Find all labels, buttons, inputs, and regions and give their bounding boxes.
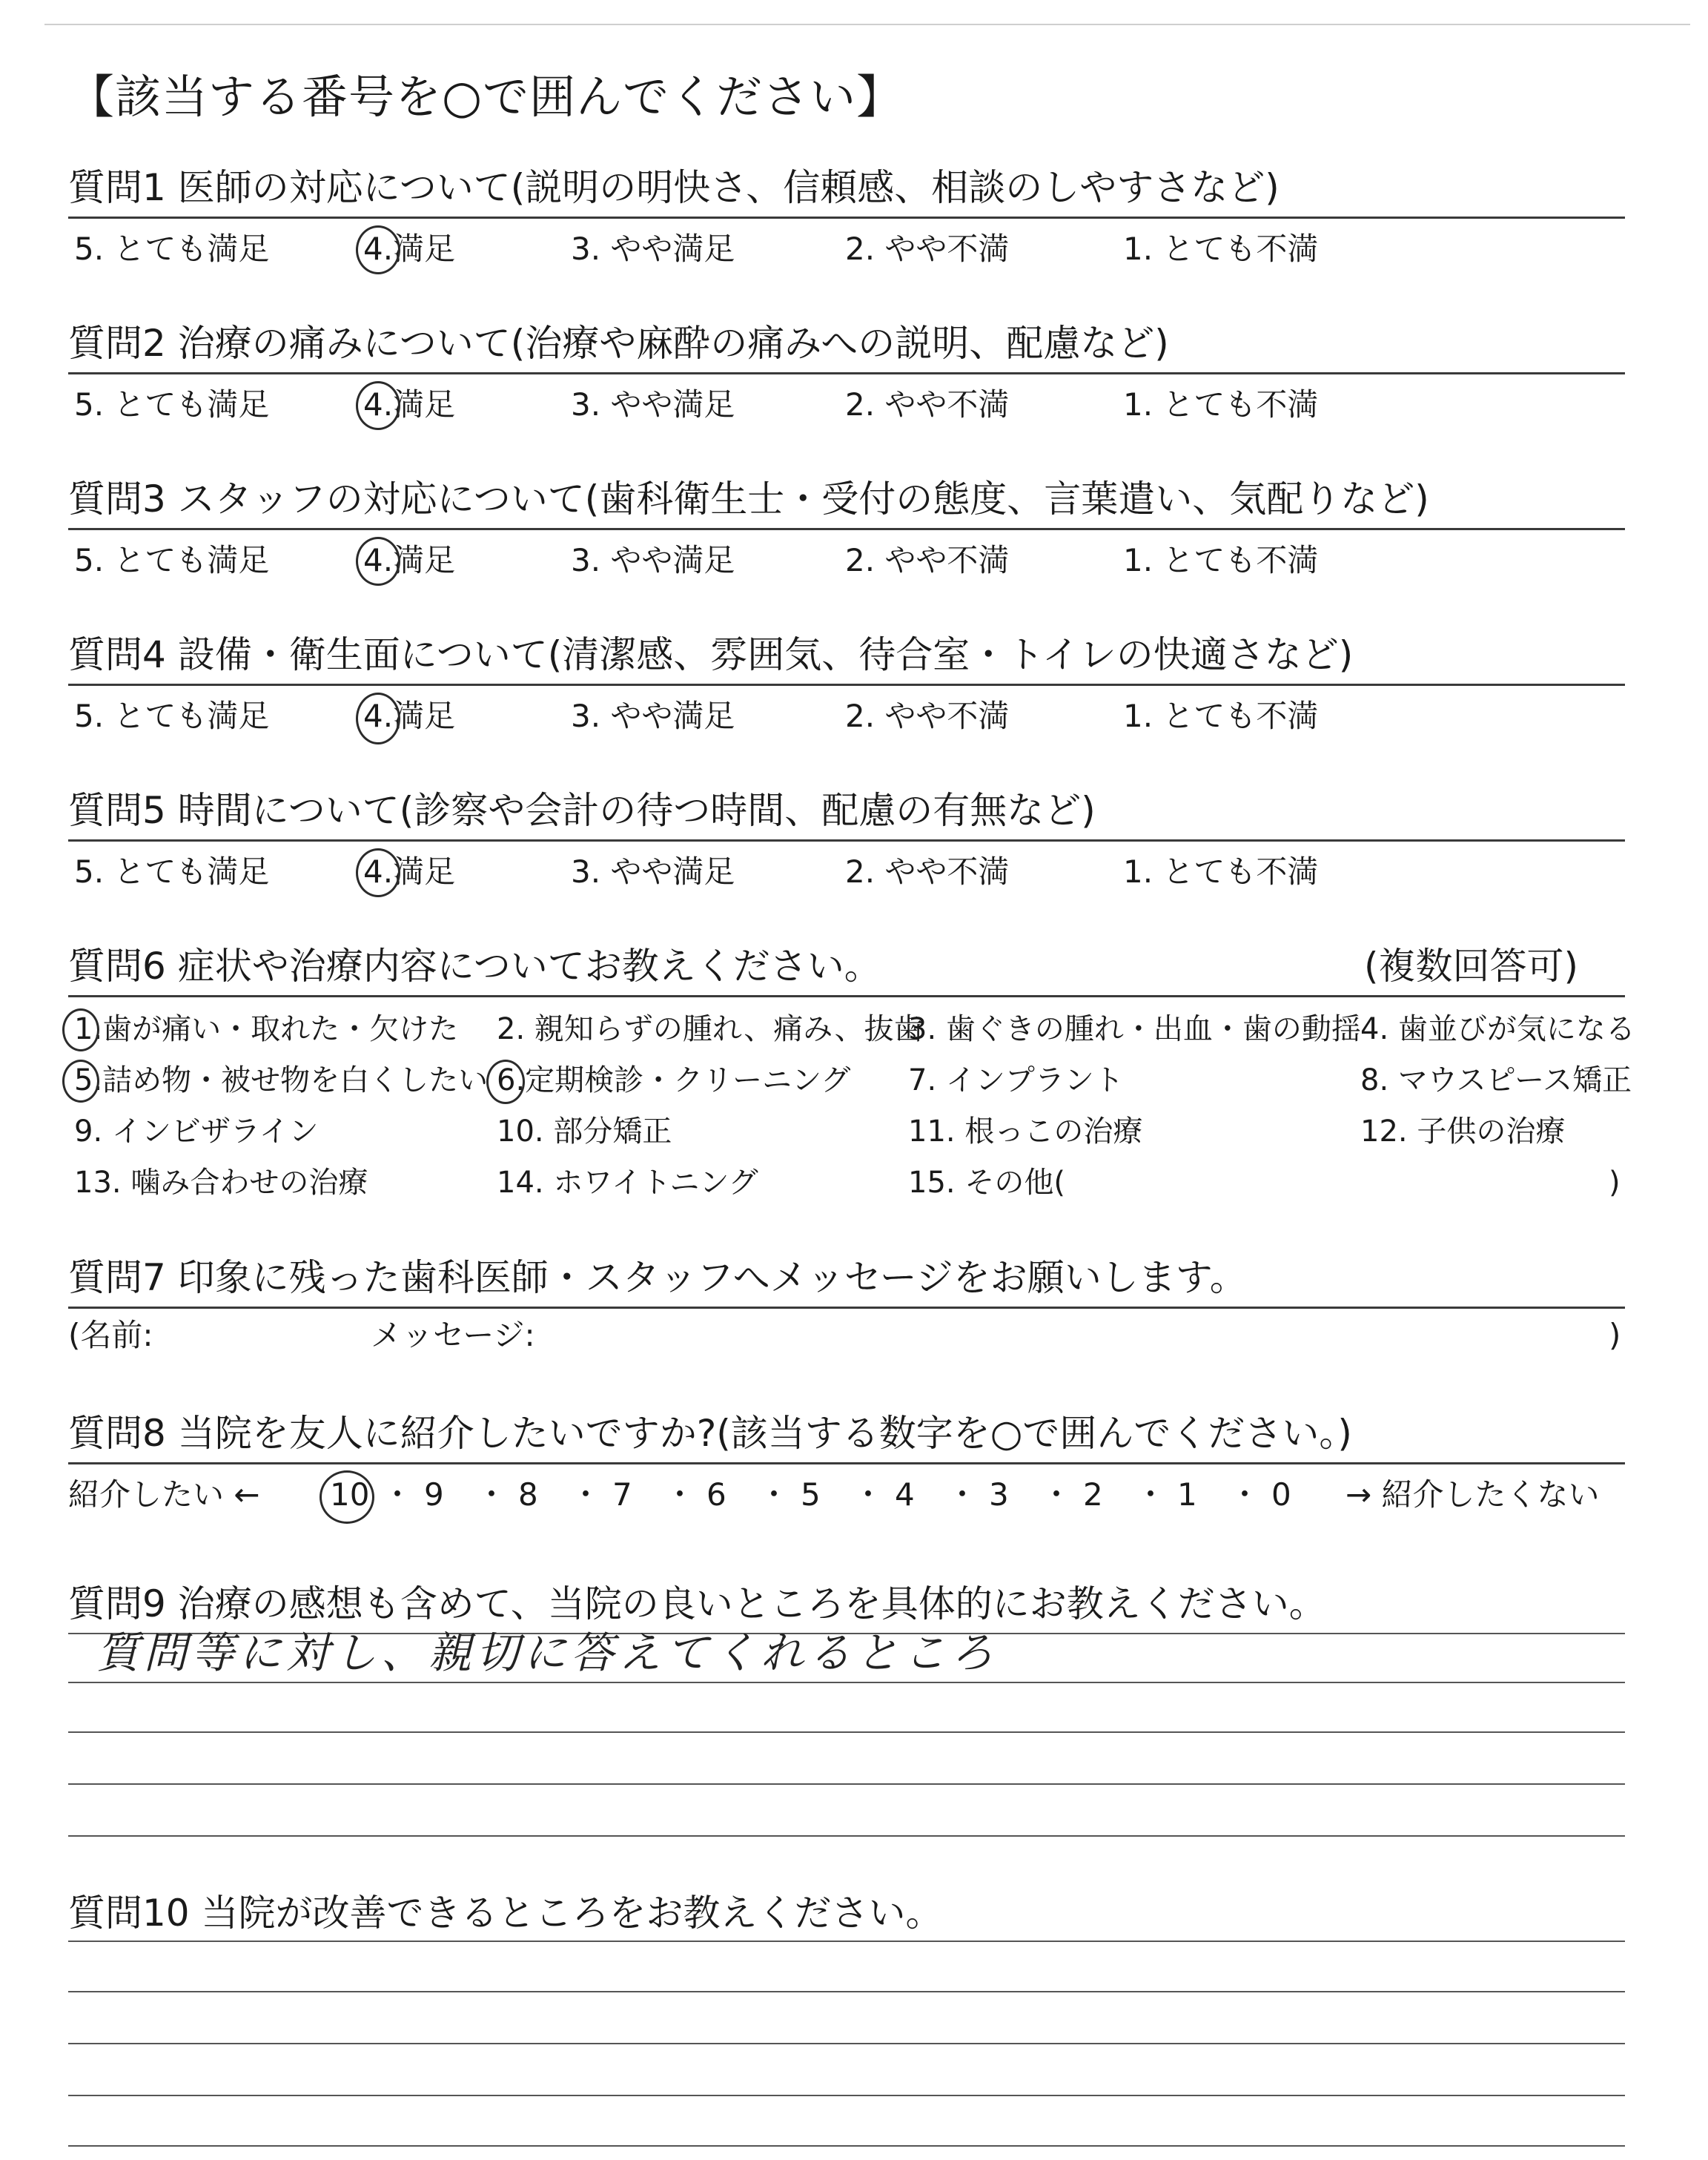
q7-close-paren: ) bbox=[1609, 1317, 1621, 1353]
q6-item-2[interactable]: 2. 親知らずの腫れ、痛み、抜歯 bbox=[497, 1012, 924, 1046]
q10-line-3 bbox=[68, 2043, 1625, 2044]
q4-selected-circle bbox=[356, 693, 400, 744]
q8-scale-3[interactable]: 3 bbox=[989, 1476, 1009, 1513]
q5-option-1[interactable]: 1. とても不満 bbox=[1123, 853, 1319, 890]
question-1-rule bbox=[68, 217, 1625, 219]
q8-scale-0[interactable]: 0 bbox=[1271, 1476, 1291, 1513]
q1-option-1[interactable]: 1. とても不満 bbox=[1123, 231, 1319, 267]
q2-option-2[interactable]: 2. やや不満 bbox=[845, 386, 1010, 423]
question-5-rule bbox=[68, 839, 1625, 842]
q5-selected-circle bbox=[356, 848, 400, 897]
q8-scale-separator: ・ bbox=[947, 1476, 979, 1513]
q5-option-3[interactable]: 3. やや満足 bbox=[571, 853, 735, 890]
q6-item-5-circle bbox=[62, 1060, 99, 1103]
question-7-label: 質問7 印象に残った歯科医師・スタッフへメッセージをお願いします。 bbox=[68, 1256, 1247, 1299]
question-2-rule bbox=[68, 372, 1625, 374]
q3-selected-circle bbox=[356, 537, 400, 586]
q4-option-3[interactable]: 3. やや満足 bbox=[571, 698, 735, 734]
q8-scale-1[interactable]: 1 bbox=[1177, 1476, 1197, 1513]
q5-option-2[interactable]: 2. やや不満 bbox=[845, 853, 1010, 890]
q8-scale-separator: ・ bbox=[1135, 1476, 1167, 1513]
q6-item-11[interactable]: 11. 根っこの治療 bbox=[908, 1114, 1143, 1149]
q10-line-5 bbox=[68, 2145, 1625, 2147]
q6-item-6[interactable]: 6.定期検診・クリーニング bbox=[497, 1063, 851, 1097]
q5-option-4[interactable]: 4.満足 bbox=[363, 853, 456, 890]
q8-scale-8[interactable]: 8 bbox=[518, 1476, 538, 1513]
q1-option-5[interactable]: 5. とても満足 bbox=[74, 231, 270, 267]
q1-option-2[interactable]: 2. やや不満 bbox=[845, 231, 1010, 267]
q6-item-4[interactable]: 4. 歯並びが気になる bbox=[1360, 1012, 1635, 1046]
q6-item-12[interactable]: 12. 子供の治療 bbox=[1360, 1114, 1566, 1149]
q8-scale-9[interactable]: 9 bbox=[424, 1476, 444, 1513]
q8-scale-separator: ・ bbox=[382, 1476, 414, 1513]
q3-option-4[interactable]: 4.満足 bbox=[363, 542, 456, 578]
q6-item-6-circle bbox=[486, 1060, 525, 1104]
q6-item-1-circle bbox=[62, 1008, 99, 1051]
q8-left-label: 紹介したい ← bbox=[68, 1476, 260, 1513]
q9-handwritten-answer[interactable]: 質問等に対し、親切に答えてくれるところ bbox=[96, 1628, 999, 1678]
question-5-label: 質問5 時間について(診察や会計の待つ時間、配慮の有無など) bbox=[68, 789, 1096, 832]
q8-scale-separator: ・ bbox=[1041, 1476, 1073, 1513]
q6-item-15[interactable]: 15. その他( bbox=[908, 1166, 1065, 1200]
q9-line-2 bbox=[68, 1682, 1625, 1683]
page-title: 【該当する番号を○で囲んでください】 bbox=[68, 70, 904, 124]
q4-option-1[interactable]: 1. とても不満 bbox=[1123, 698, 1319, 734]
q8-scale-2[interactable]: 2 bbox=[1083, 1476, 1103, 1513]
q3-option-3[interactable]: 3. やや満足 bbox=[571, 542, 735, 578]
q6-item-1[interactable]: 1.歯が痛い・取れた・欠けた bbox=[74, 1012, 459, 1046]
q8-scale-4[interactable]: 4 bbox=[895, 1476, 915, 1513]
question-8-rule bbox=[68, 1462, 1625, 1464]
q6-item-13[interactable]: 13. 噛み合わせの治療 bbox=[74, 1166, 368, 1200]
q10-line-4 bbox=[68, 2095, 1625, 2096]
question-4-rule bbox=[68, 684, 1625, 686]
q2-option-4[interactable]: 4.満足 bbox=[363, 386, 456, 423]
q8-scale-5[interactable]: 5 bbox=[801, 1476, 821, 1513]
q7-message-label: メッセージ: bbox=[371, 1317, 535, 1353]
q1-option-3[interactable]: 3. やや満足 bbox=[571, 231, 735, 267]
q8-scale-separator: ・ bbox=[476, 1476, 508, 1513]
q6-item-9[interactable]: 9. インビザライン bbox=[74, 1114, 319, 1149]
q4-option-2[interactable]: 2. やや不満 bbox=[845, 698, 1010, 734]
question-1-label: 質問1 医師の対応について(説明の明快さ、信頼感、相談のしやすさなど) bbox=[68, 166, 1280, 209]
q8-scale-10[interactable]: 10 bbox=[330, 1476, 370, 1513]
q6-item-10[interactable]: 10. 部分矯正 bbox=[497, 1114, 672, 1149]
question-6-rule bbox=[68, 995, 1625, 997]
q6-item-3[interactable]: 3. 歯ぐきの腫れ・出血・歯の動揺 bbox=[908, 1012, 1361, 1046]
q6-item-8[interactable]: 8. マウスピース矯正 bbox=[1360, 1063, 1632, 1097]
q7-name-label: (名前: bbox=[68, 1317, 153, 1353]
q10-line-2 bbox=[68, 1991, 1625, 1992]
q1-option-4[interactable]: 4.満足 bbox=[363, 231, 456, 267]
q8-scale-7[interactable]: 7 bbox=[612, 1476, 632, 1513]
q6-item-14[interactable]: 14. ホワイトニング bbox=[497, 1166, 758, 1200]
q8-selected-circle bbox=[320, 1470, 374, 1524]
q6-item-7[interactable]: 7. インプラント bbox=[908, 1063, 1124, 1097]
q9-line-3 bbox=[68, 1731, 1625, 1733]
q8-scale-separator: ・ bbox=[758, 1476, 790, 1513]
q2-selected-circle bbox=[356, 381, 400, 430]
question-4-label: 質問4 設備・衛生面について(清潔感、雰囲気、待合室・トイレの快適さなど) bbox=[68, 633, 1354, 676]
q3-option-1[interactable]: 1. とても不満 bbox=[1123, 542, 1319, 578]
q9-line-5 bbox=[68, 1835, 1625, 1837]
question-8-label: 質問8 当院を友人に紹介したいですか?(該当する数字を○で囲んでください。) bbox=[68, 1412, 1352, 1455]
q6-item-15-close: ) bbox=[1609, 1166, 1621, 1200]
q2-option-1[interactable]: 1. とても不満 bbox=[1123, 386, 1319, 423]
q1-selected-circle bbox=[356, 225, 400, 274]
q4-option-4[interactable]: 4.満足 bbox=[363, 698, 456, 734]
q3-option-2[interactable]: 2. やや不満 bbox=[845, 542, 1010, 578]
question-3-label: 質問3 スタッフの対応について(歯科衛生士・受付の態度、言葉遣い、気配りなど) bbox=[68, 478, 1429, 521]
q8-scale-6[interactable]: 6 bbox=[706, 1476, 726, 1513]
question-6-label: 質問6 症状や治療内容についてお教えください。 bbox=[68, 945, 881, 988]
q10-line-1[interactable] bbox=[68, 1941, 1625, 1942]
q4-option-5[interactable]: 5. とても満足 bbox=[74, 698, 270, 734]
q2-option-3[interactable]: 3. やや満足 bbox=[571, 386, 735, 423]
q8-scale-separator: ・ bbox=[664, 1476, 696, 1513]
question-2-label: 質問2 治療の痛みについて(治療や麻酔の痛みへの説明、配慮など) bbox=[68, 322, 1169, 365]
q2-option-5[interactable]: 5. とても満足 bbox=[74, 386, 270, 423]
question-7-rule bbox=[68, 1307, 1625, 1309]
q8-scale-separator: ・ bbox=[1229, 1476, 1261, 1513]
question-10-label: 質問10 当院が改善できるところをお教えください。 bbox=[68, 1892, 943, 1935]
q6-item-5[interactable]: 5.詰め物・被せ物を白くしたい bbox=[74, 1063, 489, 1097]
question-6-note: (複数回答可) bbox=[1364, 945, 1579, 988]
question-3-rule bbox=[68, 528, 1625, 530]
q8-right-label: → 紹介したくない bbox=[1345, 1476, 1600, 1513]
question-9-label: 質問9 治療の感想も含めて、当院の良いところを具体的にお教えください。 bbox=[68, 1582, 1326, 1625]
q9-line-4 bbox=[68, 1783, 1625, 1785]
top-border bbox=[44, 24, 1690, 25]
q3-option-5[interactable]: 5. とても満足 bbox=[74, 542, 270, 578]
q8-scale-separator: ・ bbox=[853, 1476, 884, 1513]
q5-option-5[interactable]: 5. とても満足 bbox=[74, 853, 270, 890]
q8-scale-separator: ・ bbox=[570, 1476, 602, 1513]
